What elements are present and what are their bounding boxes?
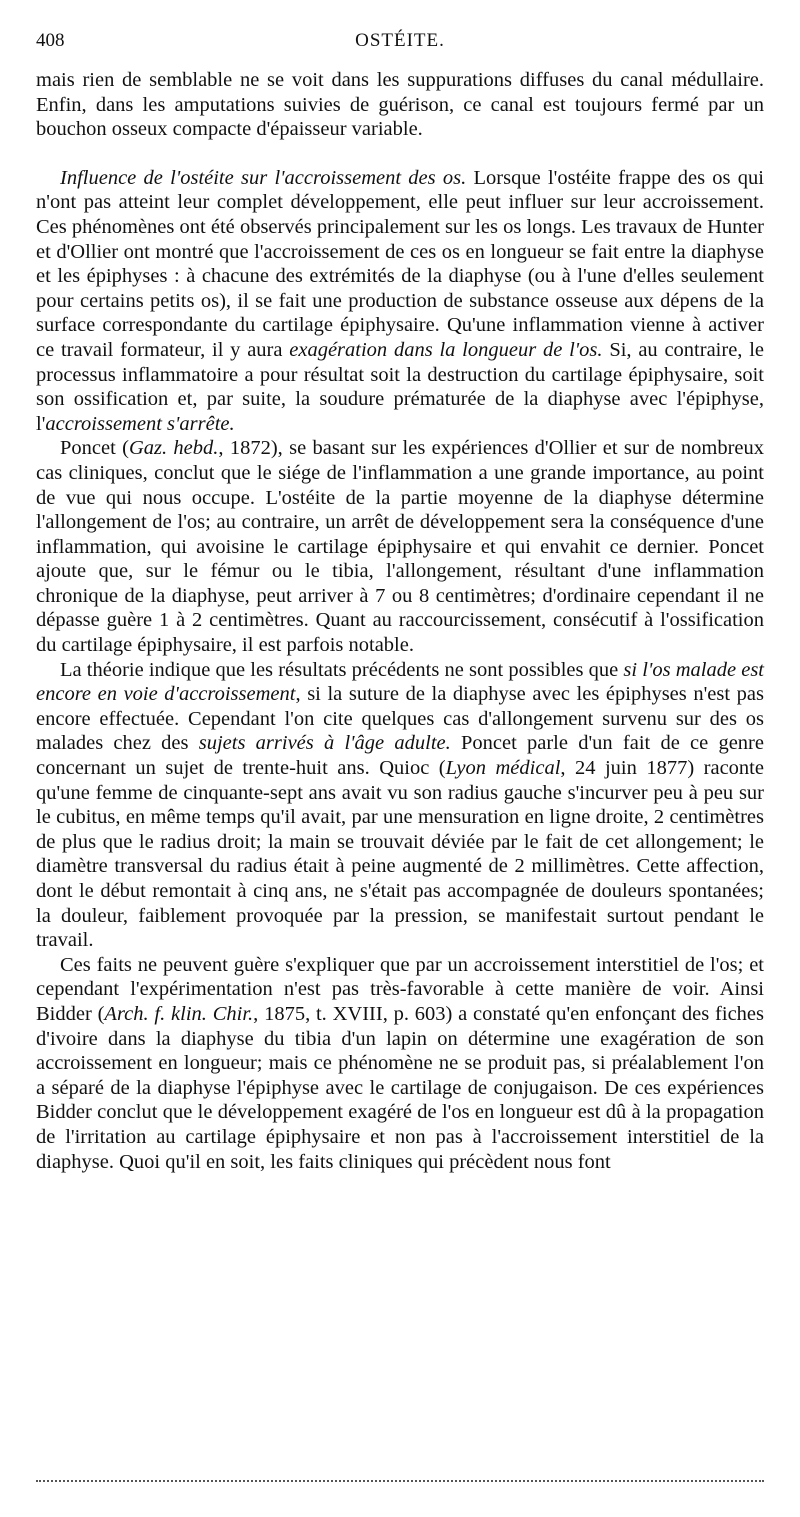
footer-dotted-rule	[36, 1480, 764, 1482]
paragraph-influence-osteite	[36, 166, 764, 437]
italic-text-run: Lyon médical	[445, 757, 561, 780]
text-run: Si, au contraire, le processus inflammatoire a pour résultat soit la destruction du cartilage épiphysaire, soit son ossification et, par suite, la soudure prématurée de la diaphyse avec l'épiphyse, l'	[36, 338, 764, 435]
italic-text-run: Influence de l'ostéite sur l'accroissement des os.	[60, 166, 467, 189]
text-run: , si la suture de la diaphyse avec les épiphyses n'est pas encore effectuée. Cependant l'on cite quelques cas d'allongement survenu sur des os malades chez des	[36, 683, 765, 755]
text-run: mais rien de semblable ne se voit dans les suppurations diffuses du canal médullaire. Enfin, dans les amputations suivies de guérison, ce canal est toujours fermé par un bouchon osseux compacte d'épaisseur variable.	[36, 69, 764, 141]
italic-text-run: accroissement s'arrête.	[45, 412, 235, 435]
text-run: , 1872), se basant sur les expériences d'Ollier et sur de nombreux cas cliniques, conclut que le siége de l'inflammation a une grande importance, au point de vue qui nous occupe. L'ostéite de la partie moyenne de la diaphyse détermine l'allongement de l'os; au contraire, un arrêt de développement sera la conséquence d'une inflammation, qui avoisine le cartilage épiphysaire et qui envahit ce dernier. Poncet ajoute que, sur le fémur ou le tibia, l'allongement, résultant d'une inflammation chronique de la diaphyse, peut arriver à 7 ou 8 centimètres; d'ordinaire cependant il ne dépasse guère 1 à 2 centimètres. Quant au raccourcissement, consécutif à l'ossification du cartilage épiphysaire, il est parfois notable.	[36, 437, 764, 657]
text-run: Ces faits ne peuvent guère s'expliquer que par un accroissement interstitiel de l'os; et cependant l'expérimentation n'est pas très-favorable à cette manière de voir. Ainsi Bidder (	[36, 953, 764, 1025]
italic-text-run: Arch. f. klin. Chir.	[104, 1002, 254, 1025]
paragraph-theorie	[36, 658, 764, 953]
italic-text-run: si l'os malade est encore en voie d'accroissement	[36, 658, 765, 706]
section-gap	[36, 142, 764, 166]
paragraph-bidder	[36, 953, 764, 1174]
running-title: OSTÉITE.	[355, 30, 445, 51]
body-text	[36, 68, 764, 1174]
italic-text-run: sujets arrivés à l'âge adulte.	[198, 732, 451, 755]
page-number: 408	[36, 30, 65, 51]
italic-text-run: exagération dans la longueur de l'os.	[289, 338, 603, 361]
paragraph-continuation	[36, 68, 764, 142]
text-run: Poncet (	[60, 437, 129, 460]
text-run: Lorsque l'ostéite frappe des os qui n'ont pas atteint leur complet développement, elle peut influer sur leur accroissement. Ces phénomènes ont été observés principalement sur les os longs. Les travaux de Hunter et d'Ollier ont montré que l'accroissement de ces os en longueur se fait entre la diaphyse et les épiphyses : à chacune des extrémités de la diaphyse (ou à l'une d'elles seulement pour certains petits os), il se fait une production de substance osseuse aux dépens de la surface correspondante du cartilage épiphysaire. Qu'une inflammation vienne à activer ce travail formateur, il y aura	[36, 166, 764, 361]
italic-text-run: Gaz. hebd.	[128, 437, 219, 460]
text-run: , 1875, t. XVIII, p. 603) a constaté qu'en enfonçant des fiches d'ivoire dans la diaphyse du tibia d'un lapin on détermine une exagération de son accroissement en longueur; mais ce phénomène ne se produit pas, si préalablement l'on a séparé de la diaphyse l'épiphyse avec le cartilage de conjugaison. De ces expériences Bidder conclut que le développement exagéré de l'os en longueur est dû à la propagation de l'irritation au cartilage épiphysaire et non pas à l'accroissement interstitiel de la diaphyse. Quoi qu'il en soit, les faits cliniques qui précèdent nous font	[36, 1002, 765, 1173]
text-run: , 24 juin 1877) raconte qu'une femme de cinquante-sept ans avait vu son radius gauche s'incurver peu à peu sur le cubitus, en même temps qu'il avait, par une mensuration en ligne droite, 2 centimètres de plus que le radius droit; la main se trouvait déviée par le fait de cet allongement; le diamètre transversal du radius était à peine augmenté de 2 millimètres. Cette affection, dont le début remontait à cinq ans, ne s'était pas accompagnée de douleurs spontanées; la douleur, faiblement provoquée par la pression, se manifestait surtout pendant le travail.	[36, 757, 764, 952]
text-run: La théorie indique que les résultats précédents ne sont possibles que	[60, 658, 624, 681]
paragraph-poncet	[36, 436, 764, 657]
text-run: Poncet parle d'un fait de ce genre concernant un sujet de trente-huit ans. Quioc (	[36, 732, 764, 780]
page-header	[36, 30, 764, 60]
